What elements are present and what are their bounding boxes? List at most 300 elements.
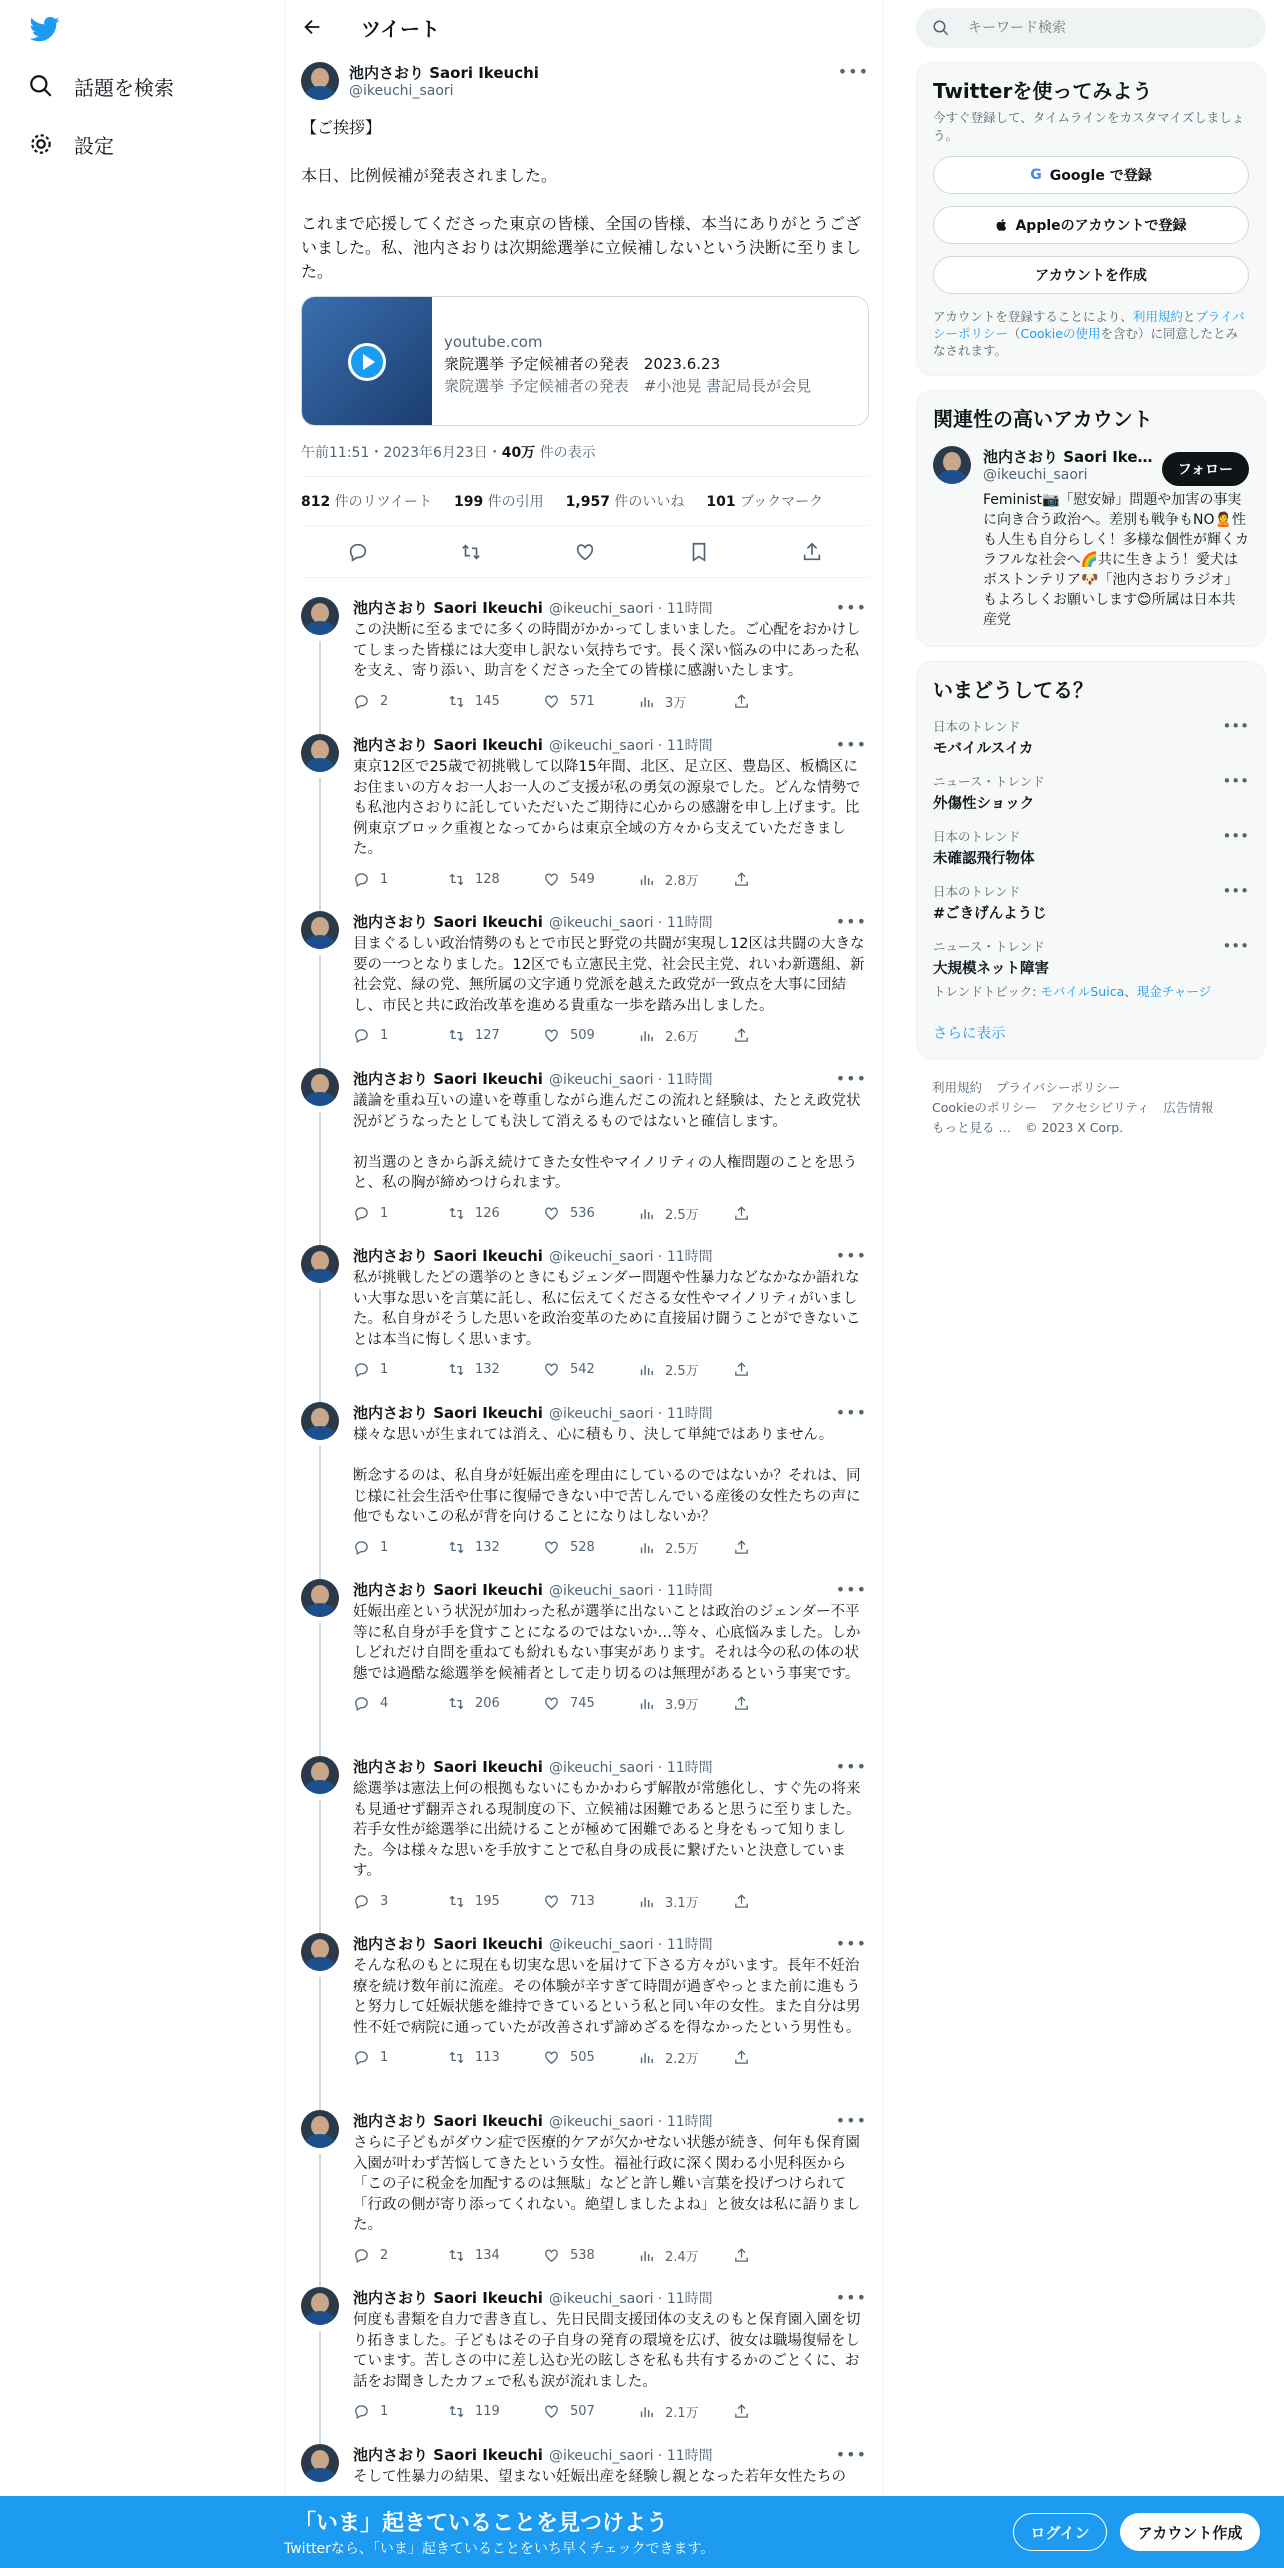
quote-count: 199 [453, 494, 484, 510]
reply-button[interactable] [353, 2247, 448, 2264]
reply-actions [353, 870, 867, 889]
retweet-count: 145 [475, 693, 500, 709]
search-icon [28, 73, 54, 99]
footer-terms[interactable]: 利用規約 [932, 1080, 983, 1095]
reply-count: 2 [380, 2247, 389, 2263]
views-icon [638, 1361, 655, 1378]
bookmark-stat[interactable] [706, 491, 823, 511]
reply-count: 1 [380, 871, 389, 887]
more-icon[interactable]: ••• [835, 1246, 867, 1265]
view-count: 2.4万 [665, 2249, 699, 2265]
like-count: 505 [570, 2050, 595, 2065]
tweet-text: 様々な思いが生まれては消え、心に積もり、決して単純ではありません。 断念するのは、私自身が妊娠出産を理由にしているのではないか？それは、同じ様に社会生活や仕事に復帰できない中で苦しんでいる産後の女性たちの声に他でもないこの私が背を向けることになりはしないか？ [353, 1427, 861, 1525]
reply-icon [353, 1695, 370, 1712]
views-button[interactable] [638, 1538, 733, 1557]
like-button[interactable] [543, 1027, 638, 1044]
reply-icon [353, 871, 370, 888]
share-button[interactable] [733, 1361, 828, 1378]
retweet-count: 119 [475, 2404, 500, 2419]
author-handle[interactable]: @ikeuchi_saori · 11時間 [548, 600, 713, 617]
bookmark-icon[interactable] [688, 541, 710, 563]
tweet-stats [301, 477, 869, 526]
account-row[interactable] [933, 446, 1249, 484]
apple-signup-label: Appleのアカウントで登録 [1015, 218, 1187, 234]
avatar[interactable] [301, 1756, 339, 1794]
like-icon [543, 2247, 560, 2264]
author-handle[interactable]: @ikeuchi_saori · 11時間 [548, 2290, 713, 2307]
reply-tweet[interactable] [285, 1933, 883, 2067]
share-button[interactable] [733, 871, 828, 888]
more-icon[interactable]: ••• [835, 1403, 867, 1422]
more-icon[interactable]: ••• [835, 598, 867, 617]
reply-actions [353, 1892, 867, 1911]
avatar[interactable] [301, 1933, 339, 1971]
share-icon [733, 1027, 750, 1044]
search-bar[interactable] [916, 8, 1266, 48]
trend-topic-link[interactable]: モバイルSuica [1040, 984, 1125, 999]
reply-count: 1 [380, 1028, 389, 1043]
retweet-icon[interactable] [460, 541, 482, 563]
account-name[interactable]: 池内さおり Saori Ike… [983, 448, 1153, 466]
reply-actions [353, 1694, 867, 1713]
account-handle[interactable]: @ikeuchi_saori [983, 467, 1088, 483]
views-icon [638, 2049, 655, 2066]
author-name[interactable]: 池内さおり Saori Ikeuchi [353, 2446, 543, 2464]
like-stat[interactable] [566, 491, 685, 511]
footer-privacy[interactable]: プライバシーポリシー [996, 1080, 1121, 1095]
retweet-button[interactable] [448, 1205, 543, 1222]
like-count: 549 [570, 871, 595, 887]
author-name[interactable]: 池内さおり Saori Ikeuchi [353, 2289, 543, 2307]
like-count: 536 [570, 1205, 595, 1221]
reply-icon [353, 2247, 370, 2264]
retweet-count: 812 [301, 494, 331, 510]
share-icon[interactable] [801, 541, 823, 563]
trend-topics [933, 982, 1249, 1000]
views-button[interactable] [638, 1892, 733, 1911]
banner-title: 「いま」起きていることを見つけよう [294, 2511, 669, 2536]
trend-item[interactable] [933, 937, 1249, 978]
share-icon [733, 2247, 750, 2264]
retweet-stat[interactable] [301, 491, 432, 511]
avatar[interactable] [301, 1245, 339, 1283]
like-icon [543, 1695, 560, 1712]
share-icon [733, 2403, 750, 2420]
views-button[interactable] [638, 2246, 733, 2265]
author-handle[interactable]: @ikeuchi_saori · 11時間 [548, 1759, 713, 1776]
footer-cookie[interactable]: Cookieのポリシー [932, 1100, 1037, 1115]
trend-item[interactable] [933, 827, 1249, 868]
related-accounts [916, 390, 1266, 647]
view-count: 3万 [665, 695, 687, 711]
retweet-button[interactable] [448, 2247, 543, 2264]
footer-copyright: © 2023 X Corp. [1024, 1120, 1124, 1135]
like-button[interactable] [543, 871, 638, 888]
more-icon[interactable]: ••• [835, 1580, 867, 1599]
card-title: 衆院選挙 予定候補者の発表 2023.6.23 [444, 355, 721, 373]
trend-title: 大規模ネット障害 [933, 961, 1049, 977]
retweet-icon [448, 1027, 465, 1044]
author-handle[interactable]: @ikeuchi_saori [349, 83, 454, 99]
retweet-icon [448, 693, 465, 710]
like-count: 571 [570, 693, 595, 709]
reply-button[interactable] [353, 1539, 448, 1556]
terms-link[interactable]: 利用規約 [1132, 309, 1183, 324]
avatar[interactable] [301, 2110, 339, 2148]
reply-count: 1 [380, 1205, 389, 1221]
views-icon [638, 871, 655, 888]
reply-count: 1 [380, 1362, 389, 1377]
more-icon[interactable]: ••• [835, 1934, 867, 1953]
views-icon [638, 1205, 655, 1222]
trend-category: ニュース・トレンド [933, 939, 1045, 954]
more-icon[interactable]: ••• [835, 1069, 867, 1088]
reply-icon [353, 693, 370, 710]
reply-tweet[interactable] [285, 911, 883, 1045]
footer-accessibility[interactable]: アクセシビリティ [1050, 1100, 1150, 1115]
share-button[interactable] [733, 1205, 828, 1222]
header [285, 0, 883, 54]
like-count: 1,957 [565, 494, 610, 510]
main-column [284, 0, 884, 2568]
reply-actions [353, 1204, 867, 1223]
trend-topic-link[interactable]: 現金チャージ [1136, 984, 1212, 999]
views-icon [638, 2247, 655, 2264]
views-icon [638, 1539, 655, 1556]
like-icon [543, 1539, 560, 1556]
like-button[interactable] [543, 1361, 638, 1378]
like-button[interactable] [543, 2403, 638, 2420]
view-count: 2.5万 [665, 1541, 699, 1557]
link-card[interactable] [301, 296, 869, 426]
like-button[interactable] [543, 2049, 638, 2066]
reply-tweet[interactable] [285, 1068, 883, 1223]
left-nav [0, 0, 284, 2568]
share-button[interactable] [733, 1539, 828, 1556]
author-name[interactable]: 池内さおり Saori Ikeuchi [353, 599, 543, 617]
reply-icon [353, 1205, 370, 1222]
more-icon[interactable]: ••• [1222, 827, 1249, 845]
retweet-button[interactable] [448, 1361, 543, 1378]
account-bio: Feminist📷「慰安婦」問題や加害の事実に向き合う政治へ。差別も戦争もNO🙎性も人生も自分らしく！多様な個性が輝くカラフルな社会へ🌈共に生きよう！愛犬はボストンテリア🐶「池内さおりラジオ」もよろしくお願いします😊所属は日本共産党 [983, 492, 1249, 628]
signup-title: Twitterを使ってみよう [933, 79, 1153, 103]
share-button[interactable] [733, 1027, 828, 1044]
trend-category: 日本のトレンド [933, 719, 1021, 734]
reply-count: 1 [380, 1539, 389, 1555]
avatar[interactable] [301, 597, 339, 635]
author-name[interactable]: 池内さおり Saori Ikeuchi [349, 64, 539, 82]
more-icon[interactable]: ••• [1222, 937, 1249, 955]
focal-tweet [301, 62, 869, 578]
create-account-label: アカウントを作成 [1035, 268, 1147, 284]
author-name[interactable]: 池内さおり Saori Ikeuchi [353, 1070, 543, 1088]
like-icon [543, 2403, 560, 2420]
nav-settings[interactable] [28, 126, 114, 162]
views-icon [638, 1695, 655, 1712]
more-icon[interactable]: ••• [835, 2111, 867, 2130]
author-name[interactable]: 池内さおり Saori Ikeuchi [353, 1935, 543, 1953]
view-count: 2.5万 [665, 1207, 699, 1223]
retweet-icon [448, 1893, 465, 1910]
views-button[interactable] [638, 870, 733, 889]
quote-stat[interactable] [454, 491, 544, 511]
privacy-link[interactable]: プライバシーポリシー [933, 309, 1245, 341]
share-button[interactable] [733, 1695, 828, 1712]
reply-button[interactable] [353, 1893, 448, 1910]
reply-tweet[interactable] [285, 1245, 883, 1379]
retweet-button[interactable] [448, 1027, 543, 1044]
follow-button[interactable]: フォロー [1162, 452, 1249, 486]
author-handle[interactable]: @ikeuchi_saori · 11時間 [548, 1936, 713, 1953]
like-icon [543, 1027, 560, 1044]
card-description: 衆院選挙 予定候補者の発表 #小池晃 書記局長が会見 [444, 377, 812, 395]
more-icon[interactable]: ••• [837, 62, 869, 81]
avatar[interactable] [301, 1402, 339, 1440]
reply-actions [353, 1026, 867, 1045]
reply-tweet[interactable] [285, 1756, 883, 1911]
like-icon[interactable] [574, 541, 596, 563]
like-button[interactable] [543, 693, 638, 710]
trend-title: #ごきげんようじ [933, 906, 1047, 922]
google-signup-label: Google で登録 [1049, 168, 1152, 184]
share-icon [733, 693, 750, 710]
author-handle[interactable]: @ikeuchi_saori · 11時間 [548, 1405, 713, 1422]
google-signup-button[interactable] [933, 156, 1249, 194]
reply-tweet[interactable] [285, 734, 883, 889]
retweet-icon [448, 1539, 465, 1556]
like-icon [543, 693, 560, 710]
reply-button[interactable] [353, 693, 448, 710]
like-count: 538 [570, 2247, 595, 2263]
trend-title: モバイルスイカ [933, 741, 1034, 757]
trend-item[interactable] [933, 717, 1249, 758]
like-button[interactable] [543, 2247, 638, 2264]
reply-button[interactable] [353, 2403, 448, 2420]
like-count: 542 [570, 1362, 595, 1377]
author-handle[interactable]: @ikeuchi_saori · 11時間 [548, 2447, 713, 2464]
reply-tweet[interactable] [285, 1402, 883, 1557]
author-name[interactable]: 池内さおり Saori Ikeuchi [353, 1247, 543, 1265]
views-button[interactable] [638, 1026, 733, 1045]
tweet-text: そんな私のもとに現在も切実な思いを届けて下さる方々がいます。長年不妊治療を続け数年前に流産。その体験が辛すぎて時間が過ぎやっとまた前に進もうと努力して妊娠状態を維持できているという私と同い年の女性。また自分は男性不妊で病院に通っていたが改善されず諦めざるを得なかったという男性も。 [353, 1958, 861, 2036]
like-button[interactable] [543, 1205, 638, 1222]
share-icon [733, 2049, 750, 2066]
retweet-icon [448, 2247, 465, 2264]
view-count: 2.2万 [665, 2052, 699, 2067]
author-handle[interactable]: @ikeuchi_saori · 11時間 [548, 1071, 713, 1088]
trend-category: 日本のトレンド [933, 829, 1021, 844]
right-sidebar [916, 0, 1266, 1138]
more-icon[interactable]: ••• [835, 912, 867, 931]
reply-actions [353, 2402, 867, 2421]
share-button[interactable] [733, 2403, 828, 2420]
avatar[interactable] [301, 734, 339, 772]
trends-list [933, 717, 1249, 978]
google-icon: G [1030, 167, 1042, 183]
reply-count: 3 [380, 1893, 389, 1909]
views-button[interactable] [638, 692, 733, 711]
reply-button[interactable] [353, 2049, 448, 2066]
like-icon [543, 1205, 560, 1222]
avatar[interactable] [301, 62, 339, 100]
share-button[interactable] [733, 1893, 828, 1910]
like-button[interactable] [543, 1695, 638, 1712]
view-label: 件の表示 [535, 445, 596, 461]
retweet-icon [448, 1695, 465, 1712]
twitter-logo[interactable] [28, 14, 62, 44]
share-icon [733, 1539, 750, 1556]
like-icon [543, 1893, 560, 1910]
legal-text: （ [1008, 326, 1021, 341]
reply-tweet[interactable] [285, 2110, 883, 2265]
retweet-count: 128 [475, 871, 500, 887]
view-count: 40万 [501, 445, 536, 461]
trend-item[interactable] [933, 882, 1249, 923]
show-more-link[interactable]: さらに表示 [933, 1026, 1006, 1042]
nav-explore[interactable] [28, 68, 174, 104]
retweet-button[interactable] [448, 2403, 543, 2420]
views-button[interactable] [638, 2048, 733, 2067]
more-icon[interactable]: ••• [835, 2445, 867, 2464]
reply-button[interactable] [353, 1695, 448, 1712]
reply-button[interactable] [353, 871, 448, 888]
avatar[interactable] [301, 2444, 339, 2482]
trend-topic-prefix: トレンドトピック: [933, 984, 1041, 999]
author-name[interactable]: 池内さおり Saori Ikeuchi [353, 1404, 543, 1422]
view-count: 3.9万 [665, 1698, 699, 1713]
author-name[interactable]: 池内さおり Saori Ikeuchi [353, 2112, 543, 2130]
retweet-button[interactable] [448, 1539, 543, 1556]
avatar[interactable] [301, 2287, 339, 2325]
author-handle[interactable]: @ikeuchi_saori · 11時間 [548, 1248, 713, 1265]
bookmark-count: 101 [706, 494, 736, 510]
reply-button[interactable] [353, 1205, 448, 1222]
share-button[interactable] [733, 2049, 828, 2066]
author-name[interactable]: 池内さおり Saori Ikeuchi [353, 1581, 543, 1599]
footer-more[interactable]: もっと見る … [932, 1120, 1011, 1135]
footer-ads[interactable]: 広告情報 [1163, 1100, 1214, 1115]
reply-count: 2 [380, 693, 389, 709]
retweet-count: 127 [475, 1028, 500, 1043]
avatar[interactable] [301, 1068, 339, 1106]
tweet-text: 何度も書類を自力で書き直し、先日民間支援団体の支えのもと保育園入園を切り拓きました。子どもはその子自身の発育の環境を広げ、彼女は職場復帰をしています。苦しさの中に差し込む光の眩しさを私も共有するかのごとくに、お話をお聞きしたカフェで私も涙が流れました。 [353, 2312, 861, 2390]
more-icon[interactable]: ••• [1222, 882, 1249, 900]
reply-tweet[interactable] [285, 2444, 883, 2488]
play-icon[interactable] [348, 343, 386, 381]
reply-button[interactable] [353, 1361, 448, 1378]
more-icon[interactable]: ••• [835, 2288, 867, 2307]
login-button[interactable]: ログイン [1013, 2513, 1107, 2551]
view-count: 2.6万 [665, 1030, 699, 1045]
reply-count: 1 [380, 2404, 389, 2419]
trend-item[interactable] [933, 772, 1249, 813]
trends-box [916, 661, 1266, 1060]
signup-subtitle: 今すぐ登録して、タイムラインをカスタマイズしましょう。 [933, 110, 1245, 143]
view-count: 2.8万 [665, 873, 699, 889]
share-icon [733, 1361, 750, 1378]
like-button[interactable] [543, 1539, 638, 1556]
related-title: 関連性の高いアカウント [933, 407, 1153, 431]
views-button[interactable] [638, 1694, 733, 1713]
reply-tweet[interactable] [285, 1579, 883, 1713]
author-handle[interactable]: @ikeuchi_saori · 11時間 [548, 737, 713, 754]
retweet-button[interactable] [448, 1695, 543, 1712]
share-button[interactable] [733, 693, 828, 710]
apple-signup-button[interactable] [933, 206, 1249, 244]
reply-tweet[interactable] [285, 2287, 883, 2421]
like-icon [543, 2049, 560, 2066]
author-name[interactable]: 池内さおり Saori Ikeuchi [353, 913, 543, 931]
quote-label: 件の引用 [483, 494, 544, 510]
retweet-button[interactable] [448, 1893, 543, 1910]
video-thumbnail[interactable] [302, 297, 432, 426]
reply-actions [353, 2048, 867, 2067]
tweet-text: 東京12区で25歳で初挑戦して以降15年間、北区、足立区、豊島区、板橋区にお住まいの方々お一人お一人のご支援が私の勇気の源泉でした。どんな情勢でも私池内さおりに託していただいたご期待に心からの感謝を申し上げます。比例東京ブロック重複となってからは東京全域の方々から支えていただきました。 [353, 759, 861, 857]
retweet-count: 206 [475, 1696, 500, 1711]
more-icon[interactable]: ••• [835, 1757, 867, 1776]
signup-button[interactable]: アカウント作成 [1120, 2513, 1260, 2551]
retweet-icon [448, 871, 465, 888]
like-button[interactable] [543, 1893, 638, 1910]
retweet-label: 件のリツイート [330, 494, 432, 510]
author-handle[interactable]: @ikeuchi_saori · 11時間 [548, 914, 713, 931]
reply-tweet[interactable] [285, 597, 883, 711]
share-icon [733, 1205, 750, 1222]
views-button[interactable] [638, 1360, 733, 1379]
cookie-link[interactable]: Cookieの使用 [1020, 326, 1101, 341]
footer-links [916, 1078, 1266, 1138]
views-button[interactable] [638, 2402, 733, 2421]
view-count: 2.5万 [665, 1364, 699, 1379]
gear-icon [28, 131, 54, 157]
reply-count: 1 [380, 2050, 389, 2065]
share-button[interactable] [733, 2247, 828, 2264]
author-handle[interactable]: @ikeuchi_saori · 11時間 [548, 1582, 713, 1599]
trend-title: 未確認飛行物体 [933, 851, 1035, 867]
author-name[interactable]: 池内さおり Saori Ikeuchi [353, 736, 543, 754]
reply-actions [353, 1538, 867, 1557]
views-icon [638, 2403, 655, 2420]
retweet-button[interactable] [448, 871, 543, 888]
avatar[interactable] [933, 446, 971, 484]
author-handle[interactable]: @ikeuchi_saori · 11時間 [548, 2113, 713, 2130]
more-icon[interactable]: ••• [1222, 717, 1249, 735]
search-input[interactable] [968, 20, 1228, 36]
retweet-button[interactable] [448, 693, 543, 710]
legal-text: を含む）に同意したとみなされます。 [933, 326, 1238, 358]
reply-actions [353, 692, 867, 711]
reply-icon[interactable] [347, 541, 369, 563]
avatar[interactable] [301, 1579, 339, 1617]
back-arrow-icon[interactable] [301, 16, 323, 38]
reply-button[interactable] [353, 1027, 448, 1044]
views-button[interactable] [638, 1204, 733, 1223]
more-icon[interactable]: ••• [1222, 772, 1249, 790]
retweet-icon [448, 1205, 465, 1222]
view-count: 3.1万 [665, 1895, 699, 1911]
signup-legal [933, 308, 1249, 359]
tweet-text: 議論を重ね互いの違いを尊重しながら進んだこの流れと経験は、たとえ政党状況がどうなったとしても決して消えるものではないと確信します。 初当選のときから訴え続けてきた女性やマイノリティの人権問題のことを思うと、私の胸が締めつけられます。 [353, 1093, 861, 1191]
reply-count: 4 [380, 1696, 389, 1711]
tweet-time[interactable]: 午前11:51・2023年6月23日・ [301, 445, 502, 461]
author-name[interactable]: 池内さおり Saori Ikeuchi [353, 1758, 543, 1776]
create-account-button[interactable] [933, 256, 1249, 294]
share-icon [733, 1695, 750, 1712]
more-icon[interactable]: ••• [835, 735, 867, 754]
retweet-button[interactable] [448, 2049, 543, 2066]
avatar[interactable] [301, 911, 339, 949]
card-domain: youtube.com [444, 333, 543, 351]
